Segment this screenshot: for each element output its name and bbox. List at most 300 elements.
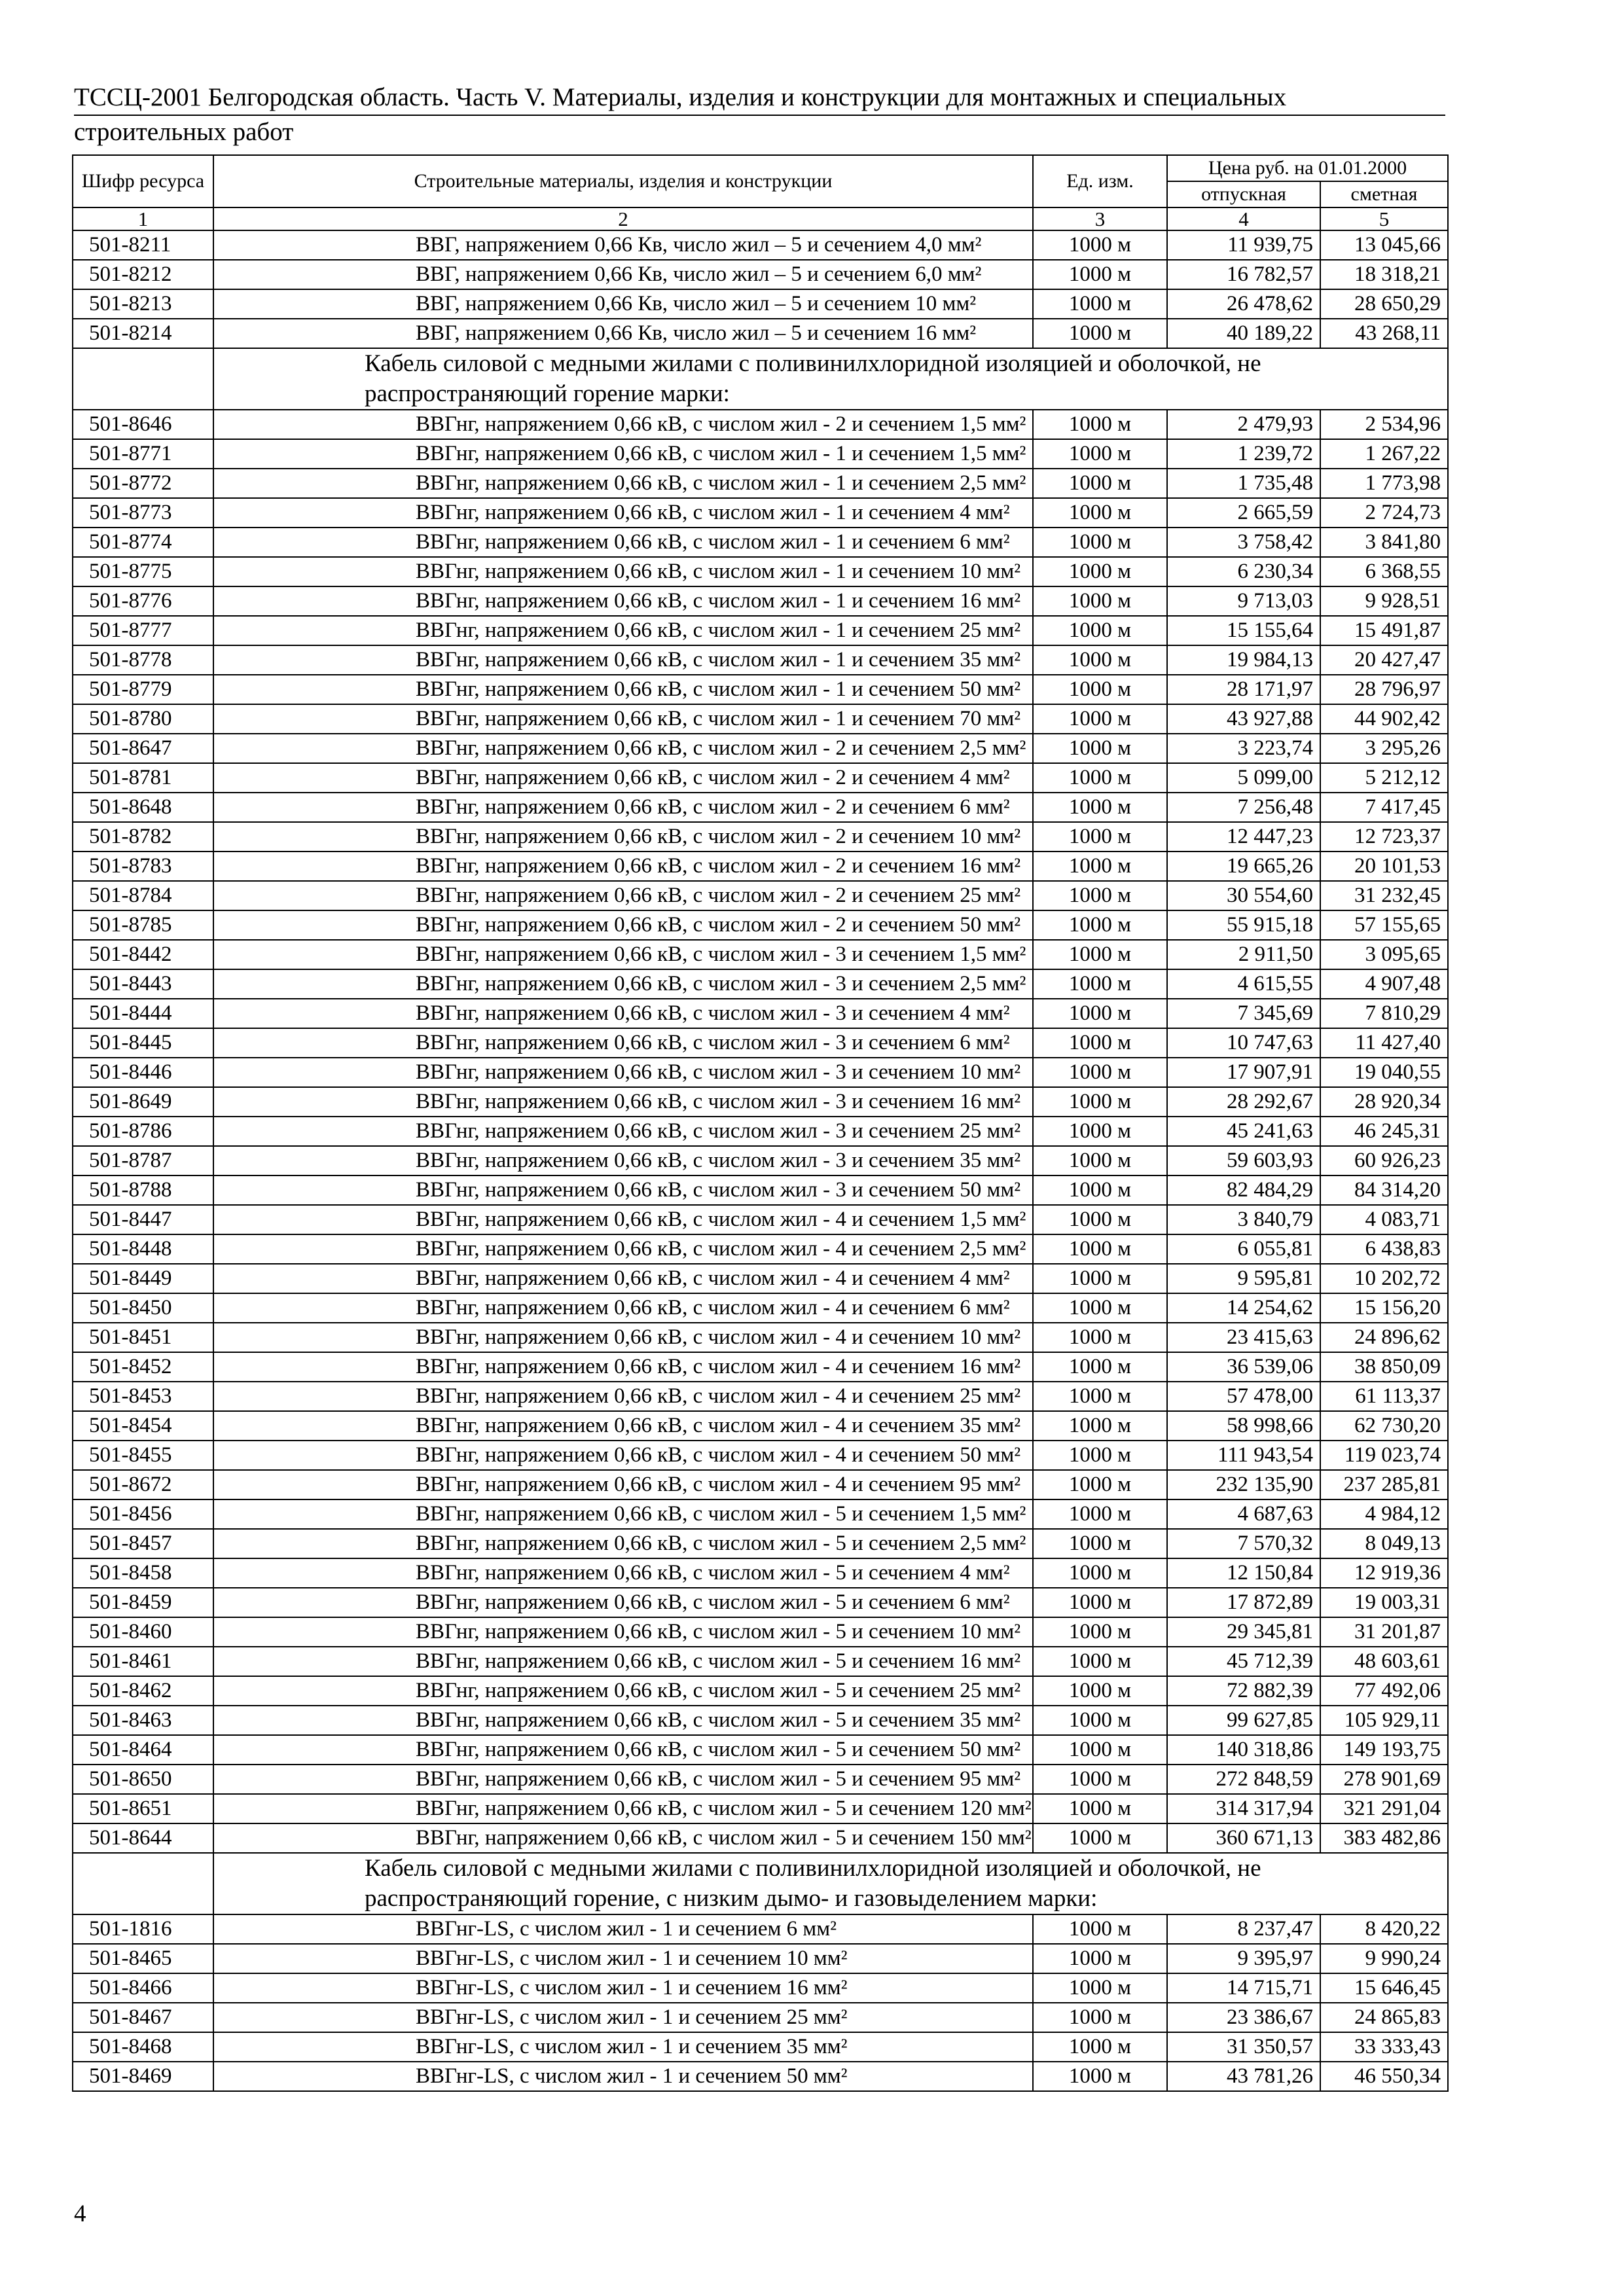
header-name: Строительные материалы, изделия и конструкции	[213, 155, 1033, 207]
unit-cell: 1000 м	[1033, 1529, 1167, 1558]
unit-cell: 1000 м	[1033, 1264, 1167, 1293]
column-numbers-row	[73, 207, 1448, 230]
resource-code: 501-8461	[73, 1647, 213, 1676]
table-body	[73, 230, 1448, 2091]
estimate-price: 2 534,96	[1320, 410, 1448, 439]
table-row	[73, 469, 1448, 498]
unit-cell: 1000 м	[1033, 439, 1167, 469]
resource-code: 501-8443	[73, 969, 213, 999]
header-unit: Ед. изм.	[1033, 155, 1167, 207]
resource-code: 501-8780	[73, 704, 213, 734]
release-price: 99 627,85	[1167, 1706, 1320, 1735]
material-name: ВВГнг, напряжением 0,66 кВ, с числом жил - 2 и сечением 10 мм²	[213, 822, 1033, 852]
resource-code: 501-8773	[73, 498, 213, 528]
resource-code: 501-8784	[73, 881, 213, 910]
material-name: ВВГнг, напряжением 0,66 кВ, с числом жил - 4 и сечением 50 мм²	[213, 1441, 1033, 1470]
unit-cell: 1000 м	[1033, 1765, 1167, 1794]
material-name: ВВГнг, напряжением 0,66 кВ, с числом жил - 3 и сечением 4 мм²	[213, 999, 1033, 1028]
resource-code: 501-8646	[73, 410, 213, 439]
unit-cell: 1000 м	[1033, 1823, 1167, 1853]
material-name: ВВГнг, напряжением 0,66 кВ, с числом жил - 1 и сечением 1,5 мм²	[213, 439, 1033, 469]
unit-cell: 1000 м	[1033, 1411, 1167, 1441]
release-price: 14 715,71	[1167, 1973, 1320, 2003]
material-name: ВВГнг, напряжением 0,66 кВ, с числом жил - 3 и сечением 1,5 мм²	[213, 940, 1033, 969]
column-number: 4	[1167, 207, 1320, 230]
release-price: 2 665,59	[1167, 498, 1320, 528]
table-row	[73, 1794, 1448, 1823]
estimate-price: 38 850,09	[1320, 1352, 1448, 1382]
release-price: 272 848,59	[1167, 1765, 1320, 1794]
table-row	[73, 940, 1448, 969]
table-row	[73, 763, 1448, 793]
material-name: ВВГнг, напряжением 0,66 кВ, с числом жил - 1 и сечением 4 мм²	[213, 498, 1033, 528]
release-price: 2 479,93	[1167, 410, 1320, 439]
release-price: 360 671,13	[1167, 1823, 1320, 1853]
table-row	[73, 586, 1448, 616]
estimate-price: 3 295,26	[1320, 734, 1448, 763]
resource-code: 501-8457	[73, 1529, 213, 1558]
release-price: 8 237,47	[1167, 1914, 1320, 1944]
material-name: ВВГнг, напряжением 0,66 кВ, с числом жил - 4 и сечением 95 мм²	[213, 1470, 1033, 1499]
material-name: ВВГнг, напряжением 0,66 кВ, с числом жил - 3 и сечением 35 мм²	[213, 1146, 1033, 1175]
estimate-price: 237 285,81	[1320, 1470, 1448, 1499]
resource-code: 501-8449	[73, 1264, 213, 1293]
resource-code: 501-8442	[73, 940, 213, 969]
material-name: ВВГнг, напряжением 0,66 кВ, с числом жил - 4 и сечением 2,5 мм²	[213, 1234, 1033, 1264]
estimate-price: 1 773,98	[1320, 469, 1448, 498]
estimate-price: 28 920,34	[1320, 1087, 1448, 1117]
table-row	[73, 1352, 1448, 1382]
material-name: ВВГнг, напряжением 0,66 кВ, с числом жил - 1 и сечением 2,5 мм²	[213, 469, 1033, 498]
material-name: ВВГнг, напряжением 0,66 кВ, с числом жил - 5 и сечением 1,5 мм²	[213, 1499, 1033, 1529]
table-row	[73, 969, 1448, 999]
unit-cell: 1000 м	[1033, 410, 1167, 439]
material-name: ВВГнг-LS, с числом жил - 1 и сечением 50 мм²	[213, 2062, 1033, 2091]
table-row	[73, 1470, 1448, 1499]
material-name: ВВГнг, напряжением 0,66 кВ, с числом жил - 4 и сечением 10 мм²	[213, 1323, 1033, 1352]
table-row	[73, 498, 1448, 528]
unit-cell: 1000 м	[1033, 528, 1167, 557]
unit-cell: 1000 м	[1033, 1234, 1167, 1264]
estimate-price: 8 049,13	[1320, 1529, 1448, 1558]
resource-code: 501-8213	[73, 289, 213, 319]
unit-cell: 1000 м	[1033, 1382, 1167, 1411]
unit-cell: 1000 м	[1033, 1441, 1167, 1470]
table-row	[73, 410, 1448, 439]
unit-cell: 1000 м	[1033, 289, 1167, 319]
release-price: 16 782,57	[1167, 260, 1320, 289]
resource-code: 501-8460	[73, 1617, 213, 1647]
page-number: 4	[74, 2200, 86, 2227]
unit-cell: 1000 м	[1033, 1973, 1167, 2003]
unit-cell: 1000 м	[1033, 2003, 1167, 2032]
resource-code: 501-8788	[73, 1175, 213, 1205]
table-row	[73, 1146, 1448, 1175]
table-row	[73, 1914, 1448, 1944]
release-price: 43 927,88	[1167, 704, 1320, 734]
material-name: ВВГнг, напряжением 0,66 кВ, с числом жил - 4 и сечением 1,5 мм²	[213, 1205, 1033, 1234]
material-name: ВВГнг, напряжением 0,66 кВ, с числом жил - 4 и сечением 6 мм²	[213, 1293, 1033, 1323]
unit-cell: 1000 м	[1033, 1914, 1167, 1944]
estimate-price: 11 427,40	[1320, 1028, 1448, 1058]
release-price: 72 882,39	[1167, 1676, 1320, 1706]
table-row	[73, 1087, 1448, 1117]
resource-code: 501-8467	[73, 2003, 213, 2032]
table-row	[73, 1973, 1448, 2003]
unit-cell: 1000 м	[1033, 260, 1167, 289]
table-row	[73, 793, 1448, 822]
estimate-price: 15 646,45	[1320, 1973, 1448, 2003]
header-code: Шифр ресурса	[73, 155, 213, 207]
resource-code: 501-8459	[73, 1588, 213, 1617]
table-row	[73, 881, 1448, 910]
unit-cell: 1000 м	[1033, 1117, 1167, 1146]
material-name: ВВГнг, напряжением 0,66 кВ, с числом жил - 3 и сечением 6 мм²	[213, 1028, 1033, 1058]
release-price: 232 135,90	[1167, 1470, 1320, 1499]
material-name: ВВГнг, напряжением 0,66 кВ, с числом жил - 2 и сечением 1,5 мм²	[213, 410, 1033, 439]
section-heading: Кабель силовой с медными жилами с поливинилхлоридной изоляцией и оболочкой, не распространяющий горение марки:	[213, 348, 1448, 410]
table-row	[73, 1323, 1448, 1352]
resource-code: 501-1816	[73, 1914, 213, 1944]
table-row	[73, 1529, 1448, 1558]
resource-code: 501-8453	[73, 1382, 213, 1411]
resource-code: 501-8452	[73, 1352, 213, 1382]
material-name: ВВГнг, напряжением 0,66 кВ, с числом жил - 2 и сечением 2,5 мм²	[213, 734, 1033, 763]
estimate-price: 31 201,87	[1320, 1617, 1448, 1647]
unit-cell: 1000 м	[1033, 793, 1167, 822]
material-name: ВВГнг, напряжением 0,66 кВ, с числом жил - 4 и сечением 35 мм²	[213, 1411, 1033, 1441]
unit-cell: 1000 м	[1033, 704, 1167, 734]
estimate-price: 31 232,45	[1320, 881, 1448, 910]
material-name: ВВГнг, напряжением 0,66 кВ, с числом жил - 5 и сечением 25 мм²	[213, 1676, 1033, 1706]
unit-cell: 1000 м	[1033, 2032, 1167, 2062]
unit-cell: 1000 м	[1033, 498, 1167, 528]
estimate-price: 9 990,24	[1320, 1944, 1448, 1973]
estimate-price: 44 902,42	[1320, 704, 1448, 734]
release-price: 6 055,81	[1167, 1234, 1320, 1264]
material-name: ВВГнг, напряжением 0,66 кВ, с числом жил - 5 и сечением 50 мм²	[213, 1735, 1033, 1765]
material-name: ВВГ, напряжением 0,66 Кв, число жил – 5 и сечением 10 мм²	[213, 289, 1033, 319]
release-price: 57 478,00	[1167, 1382, 1320, 1411]
estimate-price: 20 101,53	[1320, 852, 1448, 881]
table-row	[73, 439, 1448, 469]
release-price: 30 554,60	[1167, 881, 1320, 910]
release-price: 140 318,86	[1167, 1735, 1320, 1765]
material-name: ВВГнг, напряжением 0,66 кВ, с числом жил - 1 и сечением 6 мм²	[213, 528, 1033, 557]
resource-code: 501-8650	[73, 1765, 213, 1794]
unit-cell: 1000 м	[1033, 1676, 1167, 1706]
material-name: ВВГнг, напряжением 0,66 кВ, с числом жил - 5 и сечением 6 мм²	[213, 1588, 1033, 1617]
resource-code: 501-8776	[73, 586, 213, 616]
resource-code: 501-8214	[73, 319, 213, 348]
resource-code: 501-8774	[73, 528, 213, 557]
release-price: 26 478,62	[1167, 289, 1320, 319]
estimate-price: 84 314,20	[1320, 1175, 1448, 1205]
resource-code: 501-8458	[73, 1558, 213, 1588]
table-row	[73, 1382, 1448, 1411]
resource-code: 501-8447	[73, 1205, 213, 1234]
release-price: 2 911,50	[1167, 940, 1320, 969]
unit-cell: 1000 м	[1033, 763, 1167, 793]
material-name: ВВГнг, напряжением 0,66 кВ, с числом жил - 1 и сечением 10 мм²	[213, 557, 1033, 586]
release-price: 14 254,62	[1167, 1293, 1320, 1323]
resource-code: 501-8445	[73, 1028, 213, 1058]
estimate-price: 15 491,87	[1320, 616, 1448, 645]
table-row	[73, 1499, 1448, 1529]
release-price: 29 345,81	[1167, 1617, 1320, 1647]
release-price: 43 781,26	[1167, 2062, 1320, 2091]
material-name: ВВГнг, напряжением 0,66 кВ, с числом жил - 1 и сечением 16 мм²	[213, 586, 1033, 616]
estimate-price: 6 368,55	[1320, 557, 1448, 586]
release-price: 59 603,93	[1167, 1146, 1320, 1175]
material-name: ВВГнг-LS, с числом жил - 1 и сечением 35 мм²	[213, 2032, 1033, 2062]
resource-code: 501-8451	[73, 1323, 213, 1352]
release-price: 1 735,48	[1167, 469, 1320, 498]
release-price: 1 239,72	[1167, 439, 1320, 469]
estimate-price: 321 291,04	[1320, 1794, 1448, 1823]
material-name: ВВГ, напряжением 0,66 Кв, число жил – 5 и сечением 6,0 мм²	[213, 260, 1033, 289]
material-name: ВВГнг, напряжением 0,66 кВ, с числом жил - 2 и сечением 6 мм²	[213, 793, 1033, 822]
resource-code: 501-8468	[73, 2032, 213, 2062]
resource-code: 501-8649	[73, 1087, 213, 1117]
table-row	[73, 910, 1448, 940]
table-row	[73, 1706, 1448, 1735]
release-price: 4 615,55	[1167, 969, 1320, 999]
material-name: ВВГнг, напряжением 0,66 кВ, с числом жил - 5 и сечением 95 мм²	[213, 1765, 1033, 1794]
release-price: 17 872,89	[1167, 1588, 1320, 1617]
estimate-price: 3 841,80	[1320, 528, 1448, 557]
release-price: 36 539,06	[1167, 1352, 1320, 1382]
header-estimate-price: сметная	[1320, 181, 1448, 207]
release-price: 28 171,97	[1167, 675, 1320, 704]
estimate-price: 28 650,29	[1320, 289, 1448, 319]
unit-cell: 1000 м	[1033, 1175, 1167, 1205]
estimate-price: 5 212,12	[1320, 763, 1448, 793]
resource-code: 501-8454	[73, 1411, 213, 1441]
material-name: ВВГнг, напряжением 0,66 кВ, с числом жил - 3 и сечением 16 мм²	[213, 1087, 1033, 1117]
price-table	[72, 154, 1449, 2092]
table-row	[73, 645, 1448, 675]
resource-code: 501-8782	[73, 822, 213, 852]
table-row	[73, 1205, 1448, 1234]
estimate-price: 12 919,36	[1320, 1558, 1448, 1588]
unit-cell: 1000 м	[1033, 1146, 1167, 1175]
material-name: ВВГнг, напряжением 0,66 кВ, с числом жил - 1 и сечением 35 мм²	[213, 645, 1033, 675]
estimate-price: 4 083,71	[1320, 1205, 1448, 1234]
release-price: 3 223,74	[1167, 734, 1320, 763]
table-row	[73, 616, 1448, 645]
release-price: 82 484,29	[1167, 1175, 1320, 1205]
resource-code: 501-8785	[73, 910, 213, 940]
material-name: ВВГ, напряжением 0,66 Кв, число жил – 5 и сечением 16 мм²	[213, 319, 1033, 348]
material-name: ВВГнг, напряжением 0,66 кВ, с числом жил - 1 и сечением 70 мм²	[213, 704, 1033, 734]
table-row	[73, 1735, 1448, 1765]
release-price: 12 447,23	[1167, 822, 1320, 852]
unit-cell: 1000 м	[1033, 1293, 1167, 1323]
estimate-price: 61 113,37	[1320, 1382, 1448, 1411]
release-price: 19 665,26	[1167, 852, 1320, 881]
resource-code: 501-8647	[73, 734, 213, 763]
column-number: 2	[213, 207, 1033, 230]
release-price: 3 840,79	[1167, 1205, 1320, 1234]
unit-cell: 1000 м	[1033, 1205, 1167, 1234]
material-name: ВВГнг, напряжением 0,66 кВ, с числом жил - 2 и сечением 50 мм²	[213, 910, 1033, 940]
section-code-cell	[73, 348, 213, 410]
estimate-price: 119 023,74	[1320, 1441, 1448, 1470]
table-row	[73, 675, 1448, 704]
unit-cell: 1000 м	[1033, 1058, 1167, 1087]
unit-cell: 1000 м	[1033, 1794, 1167, 1823]
material-name: ВВГнг, напряжением 0,66 кВ, с числом жил - 1 и сечением 25 мм²	[213, 616, 1033, 645]
table-row	[73, 557, 1448, 586]
unit-cell: 1000 м	[1033, 881, 1167, 910]
table-row	[73, 1293, 1448, 1323]
unit-cell: 1000 м	[1033, 1588, 1167, 1617]
unit-cell: 1000 м	[1033, 469, 1167, 498]
estimate-price: 57 155,65	[1320, 910, 1448, 940]
release-price: 7 256,48	[1167, 793, 1320, 822]
release-price: 28 292,67	[1167, 1087, 1320, 1117]
resource-code: 501-8464	[73, 1735, 213, 1765]
table-row	[73, 1558, 1448, 1588]
estimate-price: 62 730,20	[1320, 1411, 1448, 1441]
material-name: ВВГнг, напряжением 0,66 кВ, с числом жил - 5 и сечением 150 мм²	[213, 1823, 1033, 1853]
estimate-price: 18 318,21	[1320, 260, 1448, 289]
table-row	[73, 852, 1448, 881]
section-code-cell	[73, 1853, 213, 1914]
table-row	[73, 1411, 1448, 1441]
unit-cell: 1000 м	[1033, 1470, 1167, 1499]
unit-cell: 1000 м	[1033, 1323, 1167, 1352]
resource-code: 501-8446	[73, 1058, 213, 1087]
release-price: 9 713,03	[1167, 586, 1320, 616]
resource-code: 501-8211	[73, 230, 213, 260]
section-heading-row	[73, 348, 1448, 410]
estimate-price: 33 333,43	[1320, 2032, 1448, 2062]
unit-cell: 1000 м	[1033, 734, 1167, 763]
unit-cell: 1000 м	[1033, 1499, 1167, 1529]
estimate-price: 383 482,86	[1320, 1823, 1448, 1853]
release-price: 19 984,13	[1167, 645, 1320, 675]
resource-code: 501-8651	[73, 1794, 213, 1823]
material-name: ВВГнг, напряжением 0,66 кВ, с числом жил - 5 и сечением 4 мм²	[213, 1558, 1033, 1588]
estimate-price: 105 929,11	[1320, 1706, 1448, 1735]
estimate-price: 24 896,62	[1320, 1323, 1448, 1352]
resource-code: 501-8786	[73, 1117, 213, 1146]
material-name: ВВГнг, напряжением 0,66 кВ, с числом жил - 5 и сечением 120 мм²	[213, 1794, 1033, 1823]
unit-cell: 1000 м	[1033, 822, 1167, 852]
estimate-price: 6 438,83	[1320, 1234, 1448, 1264]
estimate-price: 9 928,51	[1320, 586, 1448, 616]
material-name: ВВГнг, напряжением 0,66 кВ, с числом жил - 4 и сечением 4 мм²	[213, 1264, 1033, 1293]
release-price: 6 230,34	[1167, 557, 1320, 586]
table-row	[73, 2062, 1448, 2091]
material-name: ВВГнг, напряжением 0,66 кВ, с числом жил - 2 и сечением 16 мм²	[213, 852, 1033, 881]
table-row	[73, 1765, 1448, 1794]
resource-code: 501-8777	[73, 616, 213, 645]
table-row	[73, 999, 1448, 1028]
release-price: 23 386,67	[1167, 2003, 1320, 2032]
header-price: Цена руб. на 01.01.2000	[1167, 155, 1448, 181]
release-price: 55 915,18	[1167, 910, 1320, 940]
unit-cell: 1000 м	[1033, 969, 1167, 999]
release-price: 9 595,81	[1167, 1264, 1320, 1293]
table-row	[73, 2032, 1448, 2062]
table-row	[73, 704, 1448, 734]
material-name: ВВГнг, напряжением 0,66 кВ, с числом жил - 3 и сечением 2,5 мм²	[213, 969, 1033, 999]
table-row	[73, 260, 1448, 289]
unit-cell: 1000 м	[1033, 586, 1167, 616]
release-price: 4 687,63	[1167, 1499, 1320, 1529]
resource-code: 501-8781	[73, 763, 213, 793]
table-row	[73, 1676, 1448, 1706]
unit-cell: 1000 м	[1033, 1944, 1167, 1973]
resource-code: 501-8455	[73, 1441, 213, 1470]
unit-cell: 1000 м	[1033, 1558, 1167, 1588]
release-price: 31 350,57	[1167, 2032, 1320, 2062]
estimate-price: 7 810,29	[1320, 999, 1448, 1028]
estimate-price: 4 984,12	[1320, 1499, 1448, 1529]
resource-code: 501-8466	[73, 1973, 213, 2003]
header-title-continued: строительных работ	[74, 118, 294, 146]
section-heading: Кабель силовой с медными жилами с поливинилхлоридной изоляцией и оболочкой, не распространяющий горение, с низким дымо- и газовыделением марки:	[213, 1853, 1448, 1914]
material-name: ВВГнг, напряжением 0,66 кВ, с числом жил - 5 и сечением 10 мм²	[213, 1617, 1033, 1647]
unit-cell: 1000 м	[1033, 1352, 1167, 1382]
release-price: 10 747,63	[1167, 1028, 1320, 1058]
resource-code: 501-8456	[73, 1499, 213, 1529]
table-row	[73, 1441, 1448, 1470]
unit-cell: 1000 м	[1033, 1706, 1167, 1735]
column-number: 5	[1320, 207, 1448, 230]
material-name: ВВГнг, напряжением 0,66 кВ, с числом жил - 5 и сечением 16 мм²	[213, 1647, 1033, 1676]
estimate-price: 24 865,83	[1320, 2003, 1448, 2032]
release-price: 15 155,64	[1167, 616, 1320, 645]
table-row	[73, 1647, 1448, 1676]
unit-cell: 1000 м	[1033, 852, 1167, 881]
unit-cell: 1000 м	[1033, 645, 1167, 675]
estimate-price: 10 202,72	[1320, 1264, 1448, 1293]
material-name: ВВГнг, напряжением 0,66 кВ, с числом жил - 4 и сечением 16 мм²	[213, 1352, 1033, 1382]
material-name: ВВГнг-LS, с числом жил - 1 и сечением 25 мм²	[213, 2003, 1033, 2032]
release-price: 9 395,97	[1167, 1944, 1320, 1973]
estimate-price: 278 901,69	[1320, 1765, 1448, 1794]
unit-cell: 1000 м	[1033, 1647, 1167, 1676]
release-price: 111 943,54	[1167, 1441, 1320, 1470]
section-heading-row	[73, 1853, 1448, 1914]
page-header	[74, 82, 1445, 148]
table-row	[73, 1028, 1448, 1058]
unit-cell: 1000 м	[1033, 675, 1167, 704]
unit-cell: 1000 м	[1033, 1617, 1167, 1647]
material-name: ВВГнг, напряжением 0,66 кВ, с числом жил - 3 и сечением 50 мм²	[213, 1175, 1033, 1205]
unit-cell: 1000 м	[1033, 1735, 1167, 1765]
resource-code: 501-8772	[73, 469, 213, 498]
resource-code: 501-8450	[73, 1293, 213, 1323]
table-row	[73, 1264, 1448, 1293]
material-name: ВВГнг, напряжением 0,66 кВ, с числом жил - 5 и сечением 2,5 мм²	[213, 1529, 1033, 1558]
table-row	[73, 734, 1448, 763]
estimate-price: 19 003,31	[1320, 1588, 1448, 1617]
table-row	[73, 2003, 1448, 2032]
estimate-price: 2 724,73	[1320, 498, 1448, 528]
material-name: ВВГнг-LS, с числом жил - 1 и сечением 10 мм²	[213, 1944, 1033, 1973]
table-row	[73, 1588, 1448, 1617]
resource-code: 501-8771	[73, 439, 213, 469]
release-price: 58 998,66	[1167, 1411, 1320, 1441]
unit-cell: 1000 м	[1033, 940, 1167, 969]
release-price: 45 241,63	[1167, 1117, 1320, 1146]
material-name: ВВГнг, напряжением 0,66 кВ, с числом жил - 3 и сечением 25 мм²	[213, 1117, 1033, 1146]
